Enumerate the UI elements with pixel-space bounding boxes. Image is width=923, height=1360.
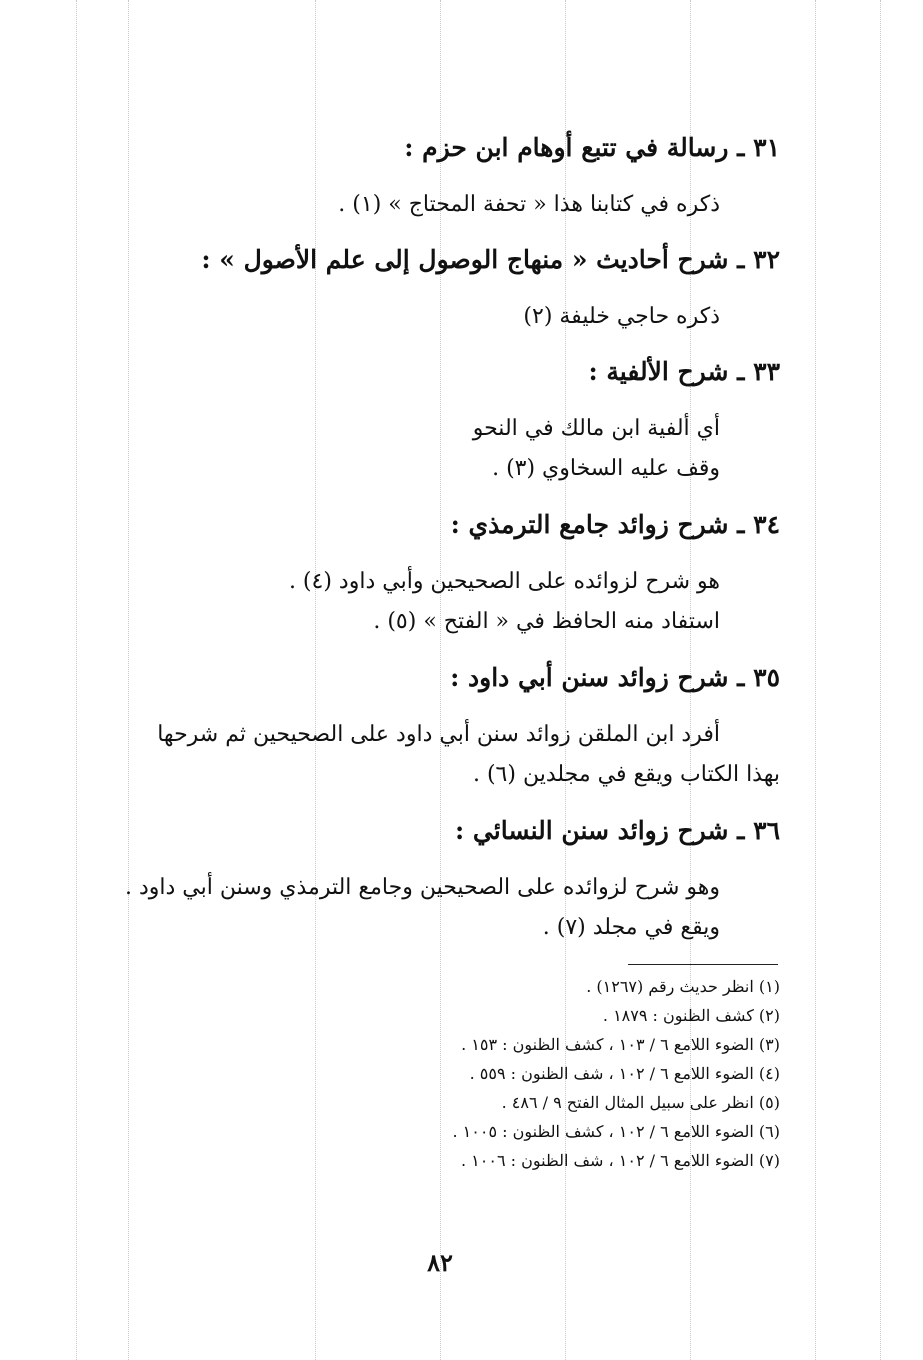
footnote-2: (٢) كشف الظنون : ١٨٧٩ . — [602, 1006, 780, 1025]
footnote-divider — [628, 964, 778, 965]
footnote-7: (٧) الضوء اللامع ٦ / ١٠٢ ، شف الظنون : ١٠٠٦ . — [460, 1151, 780, 1170]
entry-line: وهو شرح لزوائده على الصحيحين وجامع الترمذي وسنن أبي داود . — [124, 875, 720, 900]
scan-artifact-line — [880, 0, 881, 1360]
footnote-4: (٤) الضوء اللامع ٦ / ١٠٢ ، شف الظنون : ٥٥٩ . — [469, 1064, 780, 1083]
footnotes — [200, 972, 780, 1175]
entry-heading-32: ٣٢ ـ شرح أحاديث « منهاج الوصول إلى علم الأصول » : — [201, 245, 780, 274]
entry-heading-36: ٣٦ ـ شرح زوائد سنن النسائي : — [454, 816, 780, 845]
footnote-6: (٦) الضوء اللامع ٦ / ١٠٢ ، كشف الظنون : ١٠٠٥ . — [452, 1122, 780, 1141]
entry-line: استفاد منه الحافظ في « الفتح » (٥) . — [373, 609, 720, 634]
entry-text-35 — [70, 715, 780, 795]
entry-text-36 — [70, 868, 780, 948]
entry-heading-31: ٣١ ـ رسالة في تتبع أوهام ابن حزم : — [404, 133, 780, 162]
footnote-5: (٥) انظر على سبيل المثال الفتح ٩ / ٤٨٦ . — [501, 1093, 780, 1112]
entry-line: بهذا الكتاب ويقع في مجلدين (٦) . — [472, 762, 780, 787]
entry-text-31: ذكره في كتابنا هذا « تحفة المحتاج » (١) . — [338, 192, 720, 217]
entry-line: ويقع في مجلد (٧) . — [542, 915, 720, 940]
entry-heading-33: ٣٣ ـ شرح الألفية : — [588, 357, 780, 386]
main-text — [70, 128, 780, 948]
entry-text-32: ذكره حاجي خليفة (٢) — [523, 304, 720, 329]
entry-heading-35: ٣٥ ـ شرح زوائد سنن أبي داود : — [450, 663, 780, 692]
footnote-1: (١) انظر حديث رقم (١٢٦٧) . — [586, 977, 780, 996]
entry-line: وقف عليه السخاوي (٣) . — [492, 456, 720, 481]
entry-text-34 — [70, 562, 780, 642]
entry-heading-34: ٣٤ ـ شرح زوائد جامع الترمذي : — [450, 510, 780, 539]
footnote-3: (٣) الضوء اللامع ٦ / ١٠٣ ، كشف الظنون : ١٥٣ . — [461, 1035, 780, 1054]
page-number: ٨٢ — [427, 1248, 453, 1277]
entry-line: هو شرح لزوائده على الصحيحين وأبي داود (٤) . — [288, 569, 720, 594]
entry-line: أي ألفية ابن مالك في النحو — [472, 416, 720, 441]
scan-artifact-line — [815, 0, 816, 1360]
entry-text-33 — [70, 409, 780, 489]
entry-line: أفرد ابن الملقن زوائد سنن أبي داود على الصحيحين ثم شرحها — [157, 722, 720, 747]
